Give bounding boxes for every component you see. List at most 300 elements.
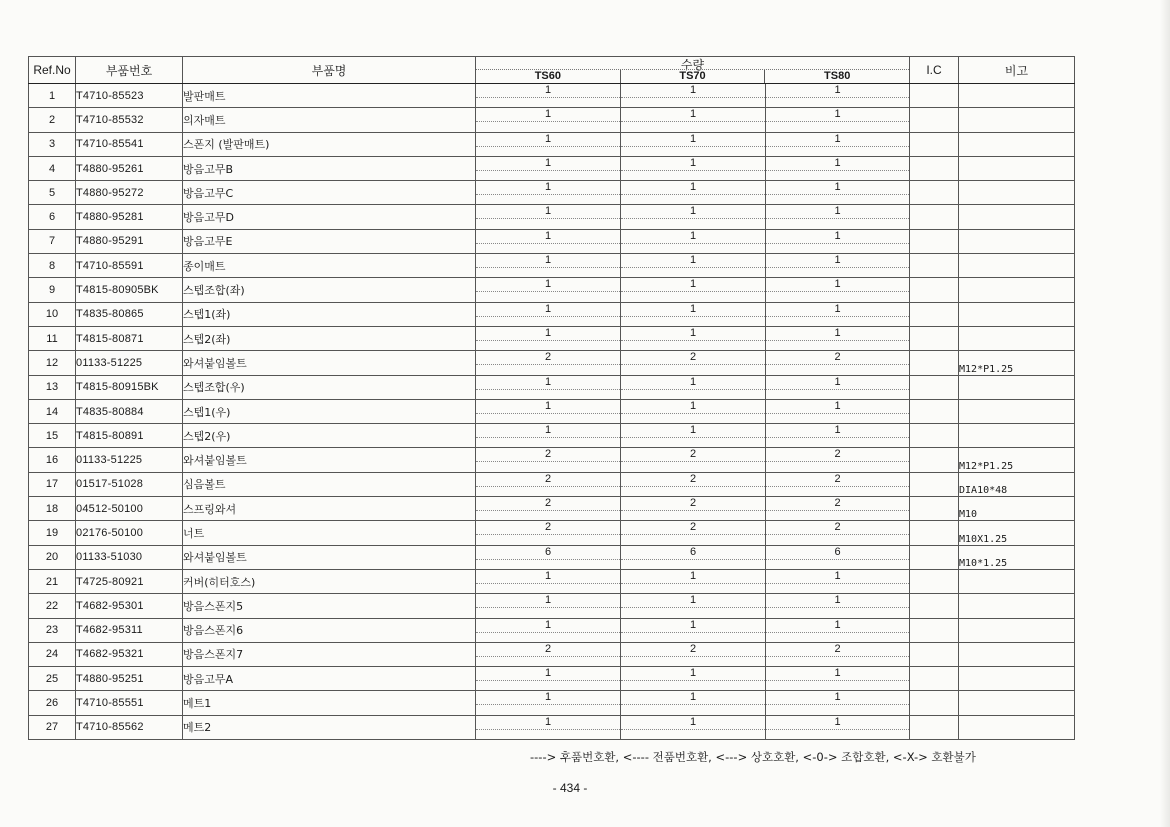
quantity-value: 1 (621, 133, 765, 147)
quantity-value: 2 (766, 473, 909, 487)
ref-no-cell: 7 (29, 229, 76, 253)
ic-cell (910, 278, 959, 302)
quantity-cell (766, 448, 910, 472)
ref-no-cell: 22 (29, 594, 76, 618)
part-number-cell: T4710-85591 (76, 254, 183, 278)
ref-no-cell: 9 (29, 278, 76, 302)
part-name-cell: 심음볼트 (183, 472, 476, 496)
quantity-cell (621, 715, 766, 739)
scan-edge (1160, 0, 1170, 827)
quantity-value: 2 (476, 521, 620, 535)
note-cell (959, 667, 1075, 691)
table-row (29, 181, 1075, 205)
quantity-cell (621, 156, 766, 180)
part-name-cell: 스텝2(우) (183, 424, 476, 448)
quantity-value: 1 (621, 303, 765, 317)
quantity-cell (621, 181, 766, 205)
quantity-cell (476, 278, 621, 302)
part-number-cell: T4710-85523 (76, 84, 183, 108)
quantity-cell (476, 472, 621, 496)
ref-no-cell: 16 (29, 448, 76, 472)
quantity-cell (476, 448, 621, 472)
quantity-cell (476, 326, 621, 350)
quantity-value: 1 (476, 303, 620, 317)
part-number-cell: T4815-80871 (76, 326, 183, 350)
part-number-cell: 01133-51030 (76, 545, 183, 569)
ref-no-cell: 18 (29, 497, 76, 521)
part-number-cell: T4880-95281 (76, 205, 183, 229)
quantity-cell (766, 156, 910, 180)
quantity-cell (766, 205, 910, 229)
quantity-value: 1 (621, 327, 765, 341)
quantity-cell (766, 715, 910, 739)
quantity-value: 1 (476, 278, 620, 292)
part-name-cell: 방음고무C (183, 181, 476, 205)
quantity-value: 1 (621, 619, 765, 633)
note-cell (959, 715, 1075, 739)
part-name-header: 부품명 (183, 57, 476, 84)
quantity-cell (476, 351, 621, 375)
part-number-cell: T4835-80865 (76, 302, 183, 326)
quantity-value: 1 (766, 181, 909, 195)
ic-cell (910, 667, 959, 691)
table-row (29, 375, 1075, 399)
ic-cell (910, 691, 959, 715)
table-row (29, 472, 1075, 496)
note-cell (959, 254, 1075, 278)
quantity-value: 1 (766, 594, 909, 608)
note-cell (959, 375, 1075, 399)
model-header-ts60: TS60 (476, 70, 621, 83)
quantity-value: 1 (766, 667, 909, 681)
part-number-cell: T4815-80905BK (76, 278, 183, 302)
table-row (29, 302, 1075, 326)
ic-cell (910, 399, 959, 423)
quantity-value: 1 (621, 570, 765, 584)
ref-no-cell: 27 (29, 715, 76, 739)
ic-cell (910, 448, 959, 472)
quantity-cell (621, 84, 766, 108)
part-number-cell: T4682-95321 (76, 642, 183, 666)
quantity-value: 2 (766, 448, 909, 462)
quantity-cell (766, 229, 910, 253)
quantity-value: 2 (766, 351, 909, 365)
quantity-cell (621, 108, 766, 132)
quantity-cell (621, 594, 766, 618)
quantity-cell (621, 302, 766, 326)
quantity-value: 1 (621, 205, 765, 219)
ref-no-cell: 25 (29, 667, 76, 691)
quantity-value: 1 (621, 230, 765, 244)
quantity-value: 2 (621, 497, 765, 511)
ic-cell (910, 351, 959, 375)
part-number-cell: T4710-85532 (76, 108, 183, 132)
quantity-value: 2 (766, 497, 909, 511)
quantity-cell (476, 181, 621, 205)
note-cell (959, 278, 1075, 302)
note-cell (959, 84, 1075, 108)
part-number-cell: T4835-80884 (76, 399, 183, 423)
quantity-cell (621, 472, 766, 496)
quantity-cell (476, 569, 621, 593)
quantity-cell (621, 278, 766, 302)
table-row (29, 254, 1075, 278)
note-cell (959, 691, 1075, 715)
quantity-cell (476, 229, 621, 253)
quantity-value: 1 (476, 424, 620, 438)
quantity-value: 1 (766, 691, 909, 705)
quantity-value: 1 (621, 667, 765, 681)
quantity-value: 1 (621, 157, 765, 171)
quantity-cell (766, 399, 910, 423)
part-name-cell: 방음스폰지5 (183, 594, 476, 618)
quantity-cell (476, 302, 621, 326)
quantity-value: 1 (766, 157, 909, 171)
quantity-cell (476, 667, 621, 691)
ic-cell (910, 254, 959, 278)
quantity-cell (476, 84, 621, 108)
quantity-cell (621, 326, 766, 350)
part-name-cell: 메트2 (183, 715, 476, 739)
part-number-cell: T4682-95311 (76, 618, 183, 642)
table-row (29, 594, 1075, 618)
ic-cell (910, 642, 959, 666)
quantity-value: 1 (476, 108, 620, 122)
quantity-value: 1 (476, 716, 620, 730)
ic-cell (910, 229, 959, 253)
ic-cell (910, 181, 959, 205)
quantity-value: 1 (476, 400, 620, 414)
ic-cell (910, 108, 959, 132)
ref-no-cell: 5 (29, 181, 76, 205)
quantity-value: 6 (766, 546, 909, 560)
quantity-cell (766, 691, 910, 715)
table-row (29, 497, 1075, 521)
quantity-cell (766, 472, 910, 496)
quantity-cell (621, 521, 766, 545)
header-row (29, 57, 1075, 84)
ref-no-cell: 12 (29, 351, 76, 375)
part-number-cell: T4710-85551 (76, 691, 183, 715)
note-cell (959, 642, 1075, 666)
quantity-cell (476, 108, 621, 132)
quantity-cell (476, 156, 621, 180)
ic-cell (910, 545, 959, 569)
quantity-value: 1 (766, 327, 909, 341)
ref-no-cell: 13 (29, 375, 76, 399)
quantity-value: 1 (766, 424, 909, 438)
part-number-cell: 04512-50100 (76, 497, 183, 521)
quantity-value: 1 (476, 594, 620, 608)
quantity-cell (621, 642, 766, 666)
quantity-value: 1 (766, 254, 909, 268)
part-number-cell: T4880-95272 (76, 181, 183, 205)
part-name-cell: 방음스폰지6 (183, 618, 476, 642)
quantity-cell (766, 618, 910, 642)
note-cell (959, 108, 1075, 132)
quantity-cell (621, 497, 766, 521)
quantity-cell (766, 302, 910, 326)
quantity-cell (766, 642, 910, 666)
part-number-cell: T4725-80921 (76, 569, 183, 593)
ic-cell (910, 569, 959, 593)
ic-cell (910, 84, 959, 108)
quantity-cell (476, 424, 621, 448)
note-header: 비고 (959, 57, 1075, 84)
table-row (29, 156, 1075, 180)
part-number-cell: 01133-51225 (76, 448, 183, 472)
part-number-cell: T4682-95301 (76, 594, 183, 618)
quantity-cell (766, 594, 910, 618)
note-cell (959, 618, 1075, 642)
quantity-title: 수량 (680, 58, 705, 72)
quantity-value: 2 (621, 473, 765, 487)
ref-no-cell: 23 (29, 618, 76, 642)
ref-no-cell: 19 (29, 521, 76, 545)
quantity-cell (621, 375, 766, 399)
table-row (29, 132, 1075, 156)
ic-cell (910, 302, 959, 326)
part-name-cell: 스텝2(좌) (183, 326, 476, 350)
note-cell (959, 132, 1075, 156)
part-number-cell: T4815-80891 (76, 424, 183, 448)
quantity-value: 2 (621, 448, 765, 462)
quantity-cell (621, 205, 766, 229)
quantity-value: 1 (621, 278, 765, 292)
ic-cell (910, 472, 959, 496)
quantity-cell (476, 375, 621, 399)
quantity-cell (621, 569, 766, 593)
quantity-value: 1 (476, 84, 620, 98)
quantity-cell (621, 545, 766, 569)
quantity-cell (621, 691, 766, 715)
quantity-cell (766, 181, 910, 205)
quantity-value: 2 (621, 643, 765, 657)
quantity-cell (621, 667, 766, 691)
quantity-value: 6 (476, 546, 620, 560)
quantity-value: 1 (621, 108, 765, 122)
quantity-cell (621, 424, 766, 448)
quantity-value: 1 (476, 181, 620, 195)
part-name-cell: 너트 (183, 521, 476, 545)
part-number-cell: T4710-85562 (76, 715, 183, 739)
quantity-cell (766, 667, 910, 691)
quantity-value: 1 (766, 278, 909, 292)
quantity-value: 2 (476, 497, 620, 511)
part-number-cell: T4880-95291 (76, 229, 183, 253)
note-cell: M10*1.25 (959, 545, 1075, 569)
table-row (29, 448, 1075, 472)
quantity-value: 1 (766, 230, 909, 244)
quantity-cell (476, 594, 621, 618)
quantity-cell (766, 84, 910, 108)
quantity-cell (621, 132, 766, 156)
quantity-value: 1 (766, 133, 909, 147)
table-row (29, 715, 1075, 739)
quantity-cell (766, 375, 910, 399)
ic-cell (910, 375, 959, 399)
table-row (29, 326, 1075, 350)
quantity-value: 1 (476, 157, 620, 171)
table-row (29, 278, 1075, 302)
quantity-cell (476, 254, 621, 278)
quantity-value: 1 (621, 84, 765, 98)
note-cell (959, 594, 1075, 618)
ref-no-cell: 17 (29, 472, 76, 496)
part-number-cell: T4880-95261 (76, 156, 183, 180)
note-cell (959, 424, 1075, 448)
ref-no-cell: 2 (29, 108, 76, 132)
quantity-value: 2 (621, 351, 765, 365)
quantity-value: 1 (766, 619, 909, 633)
quantity-cell (476, 205, 621, 229)
quantity-value: 6 (621, 546, 765, 560)
quantity-cell (766, 278, 910, 302)
ref-no-cell: 4 (29, 156, 76, 180)
part-name-cell: 커버(히터호스) (183, 569, 476, 593)
quantity-value: 1 (476, 327, 620, 341)
part-number-cell: T4815-80915BK (76, 375, 183, 399)
quantity-value: 2 (476, 351, 620, 365)
model-header-ts70: TS70 (621, 70, 766, 83)
quantity-value: 1 (476, 570, 620, 584)
note-cell: M10 (959, 497, 1075, 521)
ref-no-cell: 26 (29, 691, 76, 715)
quantity-cell (766, 351, 910, 375)
quantity-cell (476, 691, 621, 715)
model-headers (476, 69, 909, 83)
ic-cell (910, 497, 959, 521)
part-number-cell: T4880-95251 (76, 667, 183, 691)
quantity-value: 1 (476, 691, 620, 705)
quantity-cell (476, 642, 621, 666)
part-number-cell: 02176-50100 (76, 521, 183, 545)
quantity-cell (766, 326, 910, 350)
note-cell (959, 569, 1075, 593)
quantity-cell (621, 399, 766, 423)
ref-no-cell: 6 (29, 205, 76, 229)
part-name-cell: 와셔붙임볼트 (183, 545, 476, 569)
table-row (29, 521, 1075, 545)
part-name-cell: 의자매트 (183, 108, 476, 132)
quantity-cell (621, 229, 766, 253)
note-cell: DIA10*48 (959, 472, 1075, 496)
quantity-value: 1 (621, 716, 765, 730)
part-name-cell: 방음고무A (183, 667, 476, 691)
quantity-value: 1 (766, 716, 909, 730)
table-row (29, 667, 1075, 691)
quantity-value: 1 (766, 376, 909, 390)
table-row (29, 84, 1075, 108)
table-row (29, 229, 1075, 253)
ref-no-cell: 21 (29, 569, 76, 593)
quantity-cell (621, 351, 766, 375)
model-header-ts80: TS80 (824, 70, 851, 82)
quantity-value: 2 (621, 521, 765, 535)
quantity-value: 1 (766, 400, 909, 414)
part-name-cell: 방음스폰지7 (183, 642, 476, 666)
part-name-cell: 발판매트 (183, 84, 476, 108)
note-cell (959, 302, 1075, 326)
ic-cell (910, 618, 959, 642)
quantity-cell (766, 108, 910, 132)
ref-no-cell: 10 (29, 302, 76, 326)
part-name-cell: 방음고무D (183, 205, 476, 229)
quantity-value: 1 (476, 619, 620, 633)
ref-no-cell: 20 (29, 545, 76, 569)
quantity-value: 1 (766, 108, 909, 122)
table-row (29, 399, 1075, 423)
quantity-cell (476, 132, 621, 156)
note-cell (959, 156, 1075, 180)
ref-no-header: Ref.No (29, 57, 76, 84)
ic-cell (910, 326, 959, 350)
quantity-cell (621, 448, 766, 472)
ref-no-cell: 15 (29, 424, 76, 448)
quantity-value: 1 (621, 376, 765, 390)
table-row (29, 205, 1075, 229)
quantity-value: 1 (766, 570, 909, 584)
quantity-cell (766, 424, 910, 448)
part-number-cell: 01133-51225 (76, 351, 183, 375)
quantity-value: 1 (621, 594, 765, 608)
note-cell (959, 399, 1075, 423)
table-row (29, 351, 1075, 375)
quantity-cell (476, 545, 621, 569)
part-name-cell: 스텝1(좌) (183, 302, 476, 326)
ref-no-cell: 3 (29, 132, 76, 156)
ic-cell (910, 132, 959, 156)
note-cell: M12*P1.25 (959, 448, 1075, 472)
note-cell: M10X1.25 (959, 521, 1075, 545)
table-row (29, 618, 1075, 642)
quantity-cell (476, 715, 621, 739)
part-name-cell: 메트1 (183, 691, 476, 715)
part-name-cell: 스텝조합(좌) (183, 278, 476, 302)
ref-no-cell: 1 (29, 84, 76, 108)
note-cell (959, 229, 1075, 253)
quantity-value: 2 (476, 473, 620, 487)
quantity-cell (621, 618, 766, 642)
quantity-value: 1 (766, 205, 909, 219)
part-name-cell: 스텝조합(우) (183, 375, 476, 399)
quantity-cell (766, 132, 910, 156)
quantity-value: 1 (766, 303, 909, 317)
note-cell: M12*P1.25 (959, 351, 1075, 375)
table-row (29, 691, 1075, 715)
part-number-header: 부품번호 (76, 57, 183, 84)
parts-table-body (29, 84, 1075, 740)
quantity-value: 1 (621, 691, 765, 705)
quantity-value: 1 (476, 254, 620, 268)
part-name-cell: 스폰지 (발판매트) (183, 132, 476, 156)
interchangeability-legend: ----> 후품번호환, <---- 전품번호환, <---> 상호호환, <-0-> 조합호환, <-X-> 호환불가 (530, 750, 976, 764)
quantity-value: 2 (476, 448, 620, 462)
part-number-cell: T4710-85541 (76, 132, 183, 156)
ref-no-cell: 11 (29, 326, 76, 350)
quantity-value: 1 (621, 254, 765, 268)
part-name-cell: 스텝1(우) (183, 399, 476, 423)
part-name-cell: 스프링와셔 (183, 497, 476, 521)
quantity-value: 2 (766, 521, 909, 535)
table-row (29, 108, 1075, 132)
quantity-value: 2 (766, 643, 909, 657)
quantity-cell (766, 497, 910, 521)
quantity-cell (476, 399, 621, 423)
note-cell (959, 326, 1075, 350)
quantity-cell (476, 521, 621, 545)
quantity-value: 2 (476, 643, 620, 657)
